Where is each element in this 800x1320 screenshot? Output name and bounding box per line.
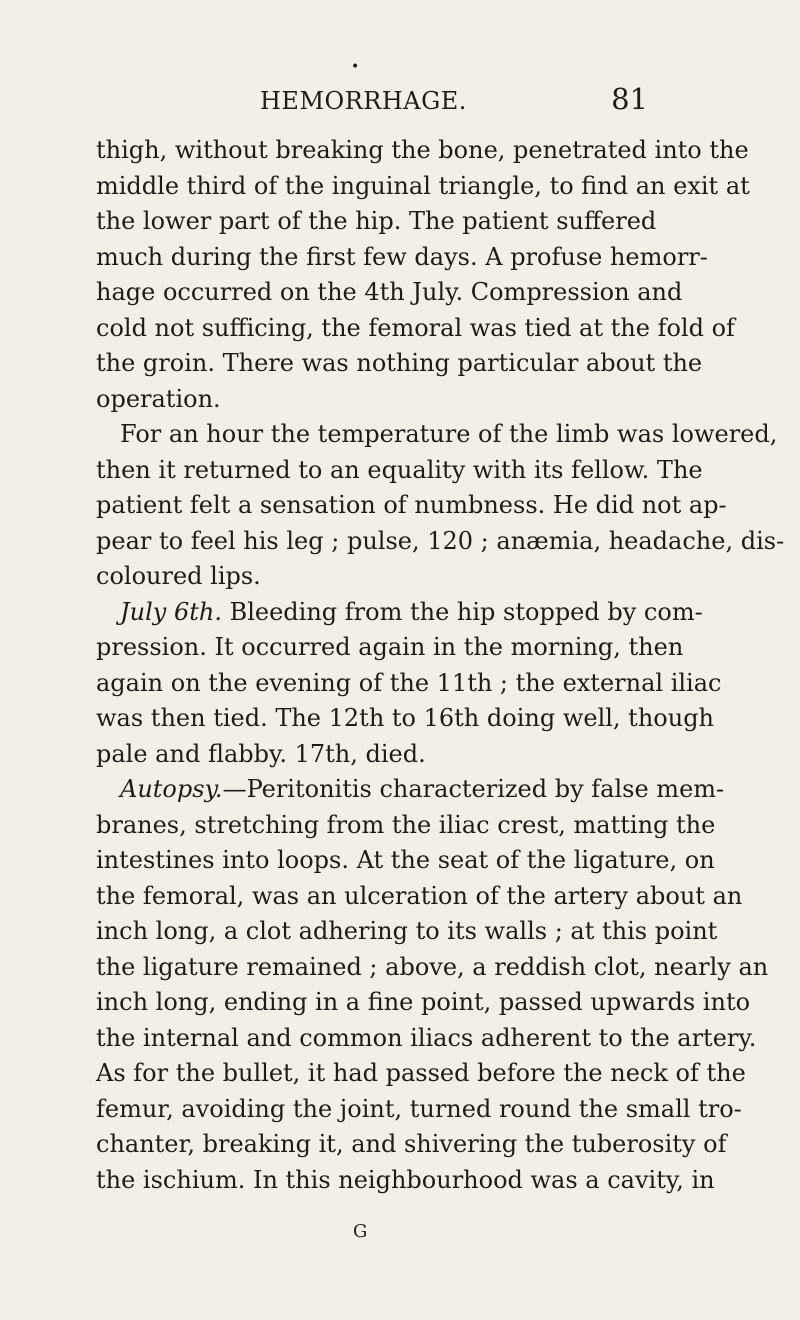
text-line-autopsy: Autopsy.—Peritonitis characterized by false mem- (120, 775, 725, 803)
text-line: inch long, a clot adhering to its walls ; at this point (96, 917, 718, 945)
text-line: the ligature remained ; above, a reddish clot, nearly an (96, 952, 769, 981)
text-line: the ischium. In this neighbourhood was a cavity, in (96, 1165, 715, 1194)
text-line: pear to feel his leg ; pulse, 120 ; anæmia, headache, dis- (96, 526, 785, 555)
text-line: the groin. There was nothing particular about the (96, 349, 703, 377)
text-line: patient felt a sensation of numbness. He did not ap- (96, 491, 727, 519)
text-line: operation. (96, 384, 221, 413)
text-line: middle third of the inguinal triangle, to find an exit at (96, 171, 750, 200)
text-line: cold not sufficing, the femoral was tied at the fold of (96, 313, 735, 342)
text-line: intestines into loops. At the seat of the ligature, on (96, 846, 715, 874)
text-line: then it returned to an equality with its fellow. The (96, 455, 703, 484)
text-line: again on the evening of the 11th ; the external iliac (96, 668, 722, 697)
page-header (160, 80, 648, 120)
ink-mark: • (351, 59, 360, 75)
running-head: HEMORRHAGE. (260, 87, 467, 115)
page-number: 81 (611, 82, 648, 116)
text-line: inch long, ending in a fine point, passed upwards into (96, 988, 751, 1016)
text-line: the femoral, was an ulceration of the artery about an (96, 881, 743, 910)
text-line: As for the bullet, it had passed before the neck of the (96, 1059, 746, 1087)
signature-mark: G (353, 1221, 368, 1242)
text-line: thigh, without breaking the bone, penetrated into the (96, 136, 749, 164)
text-line: chanter, breaking it, and shivering the tuberosity of (96, 1130, 727, 1158)
text-line-dated: July 6th. Bleeding from the hip stopped by com- (120, 597, 703, 626)
text-line: pale and flabby. 17th, died. (96, 739, 426, 768)
text-line: was then tied. The 12th to 16th doing well, though (96, 704, 715, 732)
text-line: much during the first few days. A profuse hemorr- (96, 242, 708, 271)
text-line: branes, stretching from the iliac crest, matting the (96, 810, 716, 839)
text-line: pression. It occurred again in the morning, then (96, 633, 684, 661)
body-text (96, 133, 785, 1198)
text-line: femur, avoiding the joint, turned round the small tro- (96, 1094, 742, 1123)
text-line: the internal and common iliacs adherent to the artery. (96, 1023, 757, 1052)
text-line: hage occurred on the 4th July. Compression and (96, 278, 683, 306)
text-line: coloured lips. (96, 562, 261, 590)
text-line: For an hour the temperature of the limb was lowered, (120, 420, 778, 448)
text-line: the lower part of the hip. The patient suffered (96, 207, 657, 235)
